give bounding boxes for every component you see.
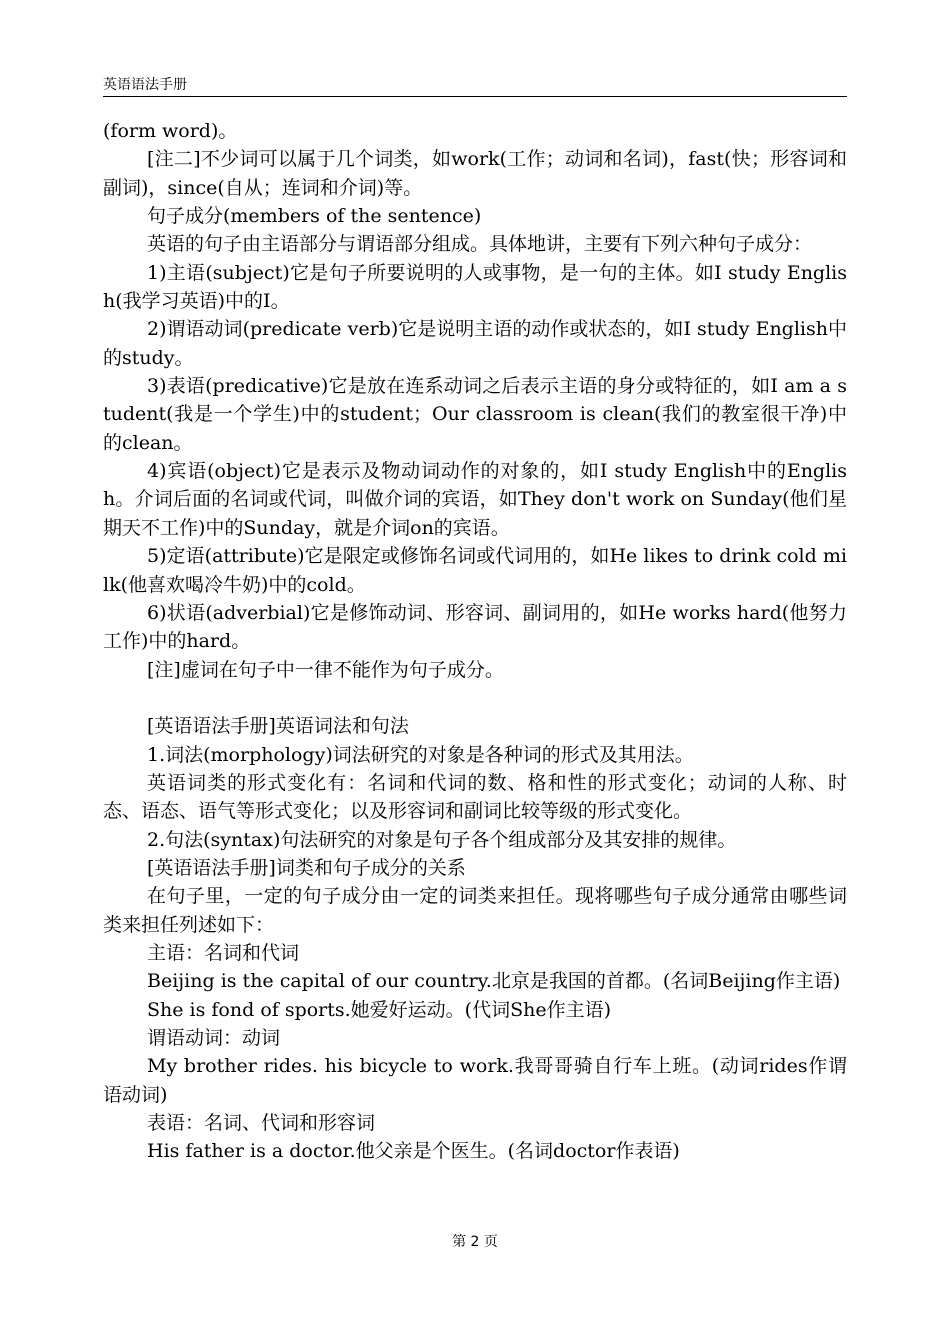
paragraph: 英语的句子由主语部分与谓语部分组成。具体地讲，主要有下列六种句子成分： (147, 233, 813, 256)
blank-line (103, 684, 847, 712)
paragraph: His father is a doctor.他父亲是个医生。(名词doctor作表语) (147, 1140, 680, 1163)
paragraph: [英语语法手册]词类和句子成分的关系 (147, 856, 466, 879)
paragraph: 6)状语(adverbial)它是修饰动词、形容词、副词用的，如He works hard(他努力工作)中的hard。 (103, 601, 847, 653)
paragraph: [注]虚词在句子中一律不能作为句子成分。 (147, 658, 504, 681)
paragraph: 3)表语(predicative)它是放在连系动词之后表示主语的身分或特征的，如I am a student(我是一个学生)中的student；Our classroom is clean(我们的教室很干净)中的clean。 (103, 375, 847, 454)
document-body (103, 117, 847, 1166)
paragraph: 英语词类的形式变化有：名词和代词的数、格和性的形式变化；动词的人称、时态、语态、语气等形式变化；以及形容词和副词比较等级的形式变化。 (103, 771, 847, 823)
paragraph: 主语：名词和代词 (147, 941, 300, 964)
paragraph: 在句子里，一定的句子成分由一定的词类来担任。现将哪些句子成分通常由哪些词类来担任列述如下： (103, 885, 847, 936)
paragraph: 4)宾语(object)它是表示及物动词动作的对象的，如I study English中的English。介词后面的名词或代词，叫做介词的宾语，如They don't work on Sunday(他们星期天不工作)中的Sunday，就是介词on的宾语。 (103, 460, 847, 539)
paragraph: (form word)。 (103, 120, 238, 142)
paragraph: 2.句法(syntax)句法研究的对象是句子各个组成部分及其安排的规律。 (147, 828, 737, 851)
header-title: 英语语法手册 (103, 77, 187, 93)
paragraph: 2)谓语动词(predicate verb)它是说明主语的动作或状态的，如I study English中的study。 (103, 318, 847, 369)
paragraph: Beijing is the capital of our country.北京是我国的首都。(名词Beijing作主语) (147, 970, 841, 993)
paragraph: My brother rides. his bicycle to work.我哥哥骑自行车上班。(动词rides作谓语动词) (103, 1055, 847, 1106)
paragraph: 句子成分(members of the sentence) (147, 205, 482, 228)
paragraph: 表语：名词、代词和形容词 (147, 1112, 376, 1135)
paragraph: 1)主语(subject)它是句子所要说明的人或事物，是一句的主体。如I study English(我学习英语)中的I。 (103, 261, 847, 313)
paragraph: [注二]不少词可以属于几个词类，如work(工作；动词和名词)，fast(快；形容词和副词)，since(自从；连词和介词)等。 (103, 148, 847, 199)
paragraph: 5)定语(attribute)它是限定或修饰名词或代词用的，如He likes to drink cold milk(他喜欢喝冷牛奶)中的cold。 (103, 545, 847, 596)
paragraph: 谓语动词：动词 (147, 1027, 281, 1049)
paragraph: [英语语法手册]英语词法和句法 (147, 715, 409, 738)
page-header (103, 74, 847, 97)
paragraph: She is fond of sports.她爱好运动。(代词She作主语) (147, 998, 612, 1021)
paragraph: 1.词法(morphology)词法研究的对象是各种词的形式及其用法。 (147, 743, 694, 766)
page-number: 第 2 页 (452, 1234, 498, 1250)
